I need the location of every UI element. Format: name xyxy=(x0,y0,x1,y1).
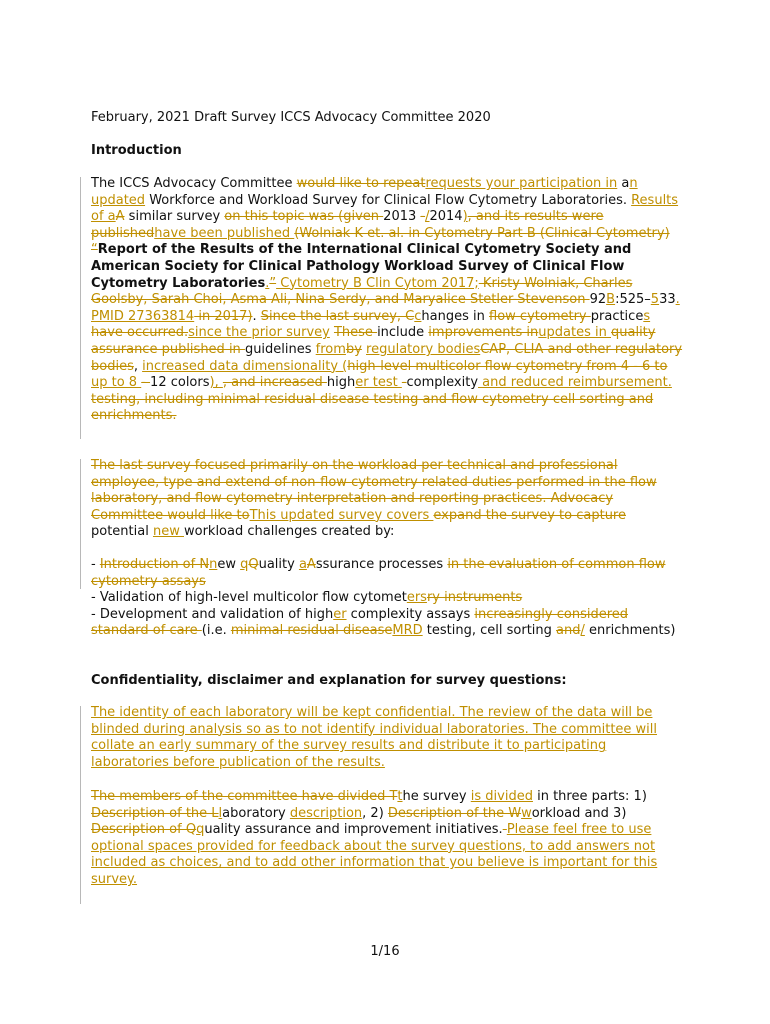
inserted-text: er test xyxy=(355,375,402,391)
text-run: a xyxy=(617,176,630,191)
inserted-text: . PMID 27363814 xyxy=(91,292,680,324)
text-run: uality xyxy=(258,557,299,572)
text-run: The ICCS Advocacy Committee xyxy=(91,176,297,191)
deleted-text: minimal residual disease xyxy=(230,623,393,639)
deleted-text: A xyxy=(115,209,125,225)
text-run: - xyxy=(91,557,100,572)
deleted-text: , and increased xyxy=(222,375,327,391)
text-run: aboratory xyxy=(222,805,290,821)
inserted-text: ers xyxy=(406,590,427,606)
deleted-text: and xyxy=(556,623,581,639)
text-run: enrichments) xyxy=(584,623,676,639)
inserted-text: / xyxy=(580,623,585,639)
inserted-text: up to 8 xyxy=(91,375,142,391)
deleted-text: would like to repeat xyxy=(296,176,426,191)
inserted-text: / xyxy=(425,209,430,225)
text-run: complexity xyxy=(406,375,479,391)
deleted-text: These xyxy=(333,325,378,341)
deleted-text: flow cytometry xyxy=(489,308,591,324)
text-run: - Development and validation of high xyxy=(91,606,334,622)
deleted-text: CAP, CLIA and other regulatory bodies xyxy=(91,341,683,374)
deleted-text: ” xyxy=(269,275,277,291)
inserted-text: n xyxy=(209,557,218,572)
inserted-text: updates in xyxy=(538,325,611,341)
text-run: , 2) xyxy=(362,805,388,821)
text-run: orkload and 3) xyxy=(531,805,627,821)
deleted-text: increasingly considered standard of care xyxy=(91,606,629,639)
inserted-text: increased data dimensionality ( xyxy=(142,358,348,374)
inserted-text: 5 xyxy=(650,292,660,308)
change-bar xyxy=(80,177,81,439)
text-run: ew xyxy=(217,557,241,572)
deleted-text: testing, including minimal residual disease testing and flow cytometry cell sorting and enrichments. xyxy=(91,391,654,424)
inserted-text: description xyxy=(289,805,363,821)
inserted-text: w xyxy=(521,805,532,821)
deleted-text: Description of the W xyxy=(387,805,522,821)
inserted-text: Cytometry B Clin Cytom 2017; xyxy=(276,275,479,291)
deleted-text: - xyxy=(141,375,151,391)
inserted-text: . xyxy=(265,275,270,291)
deleted-text: A xyxy=(306,557,316,572)
text-run: 33 xyxy=(659,292,676,308)
text-run: :525– xyxy=(615,292,651,308)
text-run: - Validation of high-level multicolor flow cytomet xyxy=(91,590,407,606)
inserted-text: from xyxy=(315,341,346,357)
text-run: , xyxy=(133,358,143,374)
text-run: Workforce and Workload Survey for Clinical Flow Cytometry Laboratories. xyxy=(145,192,632,208)
inserted-text: l xyxy=(218,805,223,821)
change-bar xyxy=(80,706,81,904)
challenge-bullet-list xyxy=(91,557,683,640)
inserted-text: s xyxy=(643,308,651,324)
text-run: potential xyxy=(91,524,153,540)
inserted-text: is divided xyxy=(470,789,533,804)
inserted-text: Please feel free to use optional spaces provided for feedback about the survey questions, to add answers not included as choices, and to add other information that you believe is important for this survey. xyxy=(91,822,658,887)
inserted-text: regulatory bodies xyxy=(366,341,481,357)
text-run: similar survey xyxy=(124,209,225,225)
text-run: 12 colors xyxy=(150,375,210,391)
text-run: 2013 xyxy=(383,209,421,225)
deleted-text: ry instruments xyxy=(426,590,523,606)
text-run: 92 xyxy=(589,292,607,308)
inserted-text: B xyxy=(606,292,616,308)
deleted-text: Since the last survey, C xyxy=(260,308,415,324)
inserted-text: ), xyxy=(209,375,223,391)
deleted-text: in 2017) xyxy=(194,308,253,324)
text-run: 2014 xyxy=(429,209,463,225)
deleted-text: The members of the committee have divided T xyxy=(91,789,398,804)
change-bar xyxy=(80,459,81,589)
deleted-text: Introduction of N xyxy=(99,557,210,572)
deleted-text: high-level multicolor flow cytometry from 4 - 6 to xyxy=(347,358,668,374)
deleted-text: quality assurance published in xyxy=(91,325,656,357)
inserted-text: This updated survey covers xyxy=(249,507,434,523)
confidentiality-heading: Confidentiality, disclaimer and explanation for survey questions: xyxy=(91,673,567,688)
deleted-text: by xyxy=(345,341,362,357)
text-run: uality assurance and improvement initiatives. xyxy=(204,822,503,838)
deleted-text: have occurred. xyxy=(91,325,189,341)
text-run: ssurance processes xyxy=(315,557,448,572)
text-run: (i.e. xyxy=(201,623,231,639)
text-run: practice xyxy=(590,308,644,324)
inserted-text: since the prior survey xyxy=(188,325,330,341)
inserted-text: have been published xyxy=(154,225,295,241)
text-run: hanges in xyxy=(421,308,490,324)
bold-text-run: Report of the Results of the International Clinical Cytometry Society and American Society for Clinical Pathology Workload Survey of Clinical Flow Cytometry Laboratories xyxy=(91,242,632,291)
page-number: 1/16 xyxy=(370,944,400,959)
challenge-bullet[interactable] xyxy=(91,557,683,590)
challenge-bullet[interactable] xyxy=(91,607,683,640)
text-run: in three parts: 1) xyxy=(532,789,647,804)
deleted-text: - xyxy=(401,375,407,391)
deleted-text: expand the survey to capture xyxy=(433,507,626,523)
inserted-text: MRD xyxy=(392,623,423,639)
intro-paragraph[interactable] xyxy=(91,176,683,425)
deleted-text: - xyxy=(420,209,426,225)
inserted-text: ) xyxy=(462,209,468,225)
inserted-text: Results of a xyxy=(91,192,679,225)
inserted-text: requests your participation in xyxy=(425,176,618,191)
inserted-text: The identity of each laboratory will be kept confidential. The review of the data will be blinded during analysis so as to not identify individual laboratories. The committee will collate an early summary of the survey results and distribute it to participating laboratories before publication of the results. xyxy=(91,705,658,770)
inserted-text: q xyxy=(240,557,249,572)
deleted-text: , and its results were published xyxy=(91,209,604,241)
text-run: guidelines xyxy=(244,341,316,357)
challenge-bullet[interactable] xyxy=(91,590,683,607)
document-header-line: February, 2021 Draft Survey ICCS Advocacy Committee 2020 xyxy=(91,110,491,125)
deleted-text: The last survey focused primarily on the workload per technical and professional employee, type and extend of non-flow cytometry related duties performed in the flow laboratory, and flow cytometry interpretation and reporting practices. Advocacy Committee would like to xyxy=(91,458,657,523)
inserted-text: t xyxy=(397,789,403,804)
deleted-text: Description of the L xyxy=(91,805,219,821)
confidentiality-paragraph[interactable] xyxy=(91,705,683,771)
deleted-text: improvements in xyxy=(428,325,539,341)
deleted-text: on this topic was (given xyxy=(224,209,384,225)
inserted-text: a xyxy=(298,557,307,572)
deleted-text: (Wolniak K et. al. in Cytometry Part B (Clinical Cytometry) “ xyxy=(91,225,670,258)
text-run: testing, cell sorting xyxy=(422,623,557,639)
inserted-text: n updated xyxy=(91,176,638,208)
inserted-text: q xyxy=(196,822,205,838)
inserted-text: c xyxy=(414,308,422,324)
survey-scope-paragraph[interactable] xyxy=(91,458,683,541)
inserted-text: er xyxy=(333,606,347,622)
deleted-text: Q xyxy=(248,557,259,572)
inserted-text: and reduced reimbursement. xyxy=(478,375,672,391)
survey-structure-paragraph[interactable] xyxy=(91,789,683,889)
deleted-text: Kristy Wolniak, Charles Goolsby, Sarah Choi, Asma Ali, Nina Serdy, and Maryalice Stetler-Stevenson xyxy=(91,275,633,308)
deleted-text: Description of Q xyxy=(91,822,197,838)
text-run: he survey xyxy=(402,789,471,804)
introduction-heading: Introduction xyxy=(91,143,182,158)
deleted-text: in the evaluation of common flow cytometry assays xyxy=(91,557,666,589)
inserted-text: new xyxy=(152,524,184,540)
text-run: workload challenges created by: xyxy=(183,524,395,540)
text-run: complexity assays xyxy=(346,606,475,622)
text-run: high xyxy=(326,375,356,391)
text-run: include xyxy=(377,325,429,341)
text-run: . xyxy=(252,308,261,324)
